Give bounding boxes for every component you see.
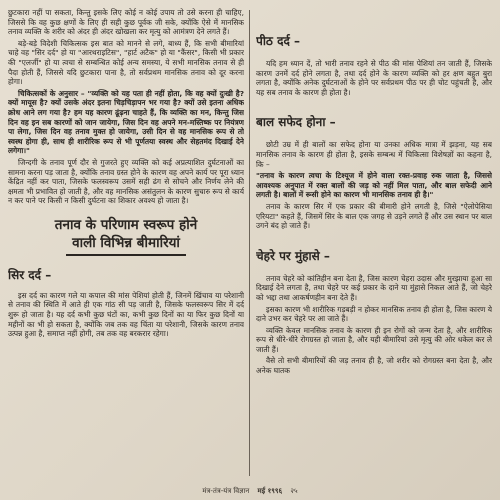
- expert-quote: "तनाव के कारण त्वचा के टिश्यूज में होने वाला रक्त-प्रवाह रुक जाता है, जिससे आवश्यक अनुपात में रक्त बालों की जड़ को नहीं मिल पाता, और बाल सफेदी आने लगती है। बालों में रूसी होने का कारण भी मानसिक तनाव ही है।": [256, 171, 492, 200]
- section-heading-white-hair: बाल सफेद होना –: [256, 115, 336, 130]
- left-column: [8, 8, 244, 478]
- right-column: [256, 8, 492, 478]
- section-heading-headache: सिर दर्द –: [8, 267, 52, 282]
- paragraph: इस दर्द का कारण गले या कपाल की मांस पेशियां होती हैं, जिनमें खिंचाव या परेशानी से तनाव की स्थिति में आते ही एक गांठ सी पड़ जाती है, जिसके फलस्वरूप सिर में दर्द शुरू हो जाता है। यह दर्द कभी कुछ घंटों का, कभी कुछ दिनों का या फिर कुछ दिनों या महीनों का भी हो सकता है, क्योंकि जब तक वह चिंता या परेशानी, जिसके कारण तनाव उत्पन्न हुआ है, समाप्त नहीं होगी, तब तक वह बरकरार रहेगा।: [8, 290, 244, 339]
- section-heading-acne: चेहरे पर मुंहासे –: [256, 248, 330, 263]
- main-heading: [8, 216, 244, 256]
- main-heading-line1: तनाव के परिणाम स्वरूप होने: [54, 216, 198, 233]
- paragraph: यदि हम ध्यान दें, तो भारी तनाव रहने से पीठ की मांस पेशियां तन जाती हैं, जिसके कारण उनमें दर्द होने लगता है, तथा दर्द होने के कारण व्यक्ति को हर क्षण बहुत बुरा लगता है, क्योंकि अनेक दुर्घटनाओं के होने पर सर्वप्रथम पीठ पर ही चोट पहुंचती है, और यह सब तनाव के कारण ही होता है।: [256, 59, 492, 97]
- section-heading-back-pain: पीठ दर्द –: [256, 34, 300, 48]
- paragraph: इसका कारण भी शारीरिक गड़बड़ी न होकर मानसिक तनाव ही होता है, जिस कारण ये दाने उभर कर चेहरे पर आ जाते हैं।: [256, 304, 492, 324]
- issue-date: मई १९९६: [257, 487, 283, 495]
- paragraph: वैसे तो सभी बीमारियों की जड़ तनाव ही है, जो शरीर को रोगग्रस्त बना देता है, और अनेक घातक: [256, 356, 492, 376]
- main-heading-line2: वाली विभिन्न बीमारियां: [66, 234, 186, 256]
- page-number: २५: [290, 487, 298, 495]
- paragraph: छुटकारा नहीं पा सकता, किन्तु इसके लिए कोई न कोई उपाय तो उसे करना ही चाहिए, जिससे कि वह कुछ क्षणों के लिए ही सही कुछ पूर्वक जी सके, क्योंकि ऐसे में मानसिक तनाव व्यक्ति के शरीर को अंदर ही अंदर खोखला कर मृत्यु को आमंत्रण देने लगते हैं।: [8, 8, 244, 37]
- paragraph: तनाव के कारण सिर में एक प्रकार की बीमारी होने लगती है, जिसे "ऐलोपेसिया एरियटा" कहते हैं, जिसमें सिर के बाल एक जगह से उड़ने लगते हैं और उस स्थान पर बाल उगने बंद हो जाते हैं।: [256, 201, 492, 231]
- column-divider: [249, 10, 250, 476]
- paragraph: जिन्दगी के तनाव पूर्ण दौर से गुजरते हुए व्यक्ति को कई अप्रत्याशित दुर्घटनाओं का सामना करना पड़ जाता है, क्योंकि तनाव ग्रस्त होने के कारण वह अपने कार्य पर पूरा ध्यान केंद्रित नहीं कर पाता, जिसके फलस्वरूप उसमें सही ढंग से सोचने और निर्णय लेने की क्षमता भी प्रभावित हो जाती है, और वह मानसिक असंतुलन के कारण सुचारु रूप से कार्य न कर पाने पर किसी न किसी दुर्घटना का शिकार अवश्य हो जाता है।: [8, 157, 244, 206]
- page-footer: [0, 487, 500, 496]
- expert-quote: चिकित्सकों के अनुसार – "व्यक्ति को यह पता ही नहीं होता, कि वह क्यों दुःखी है? क्यों मायूस है? क्यों उसके अंदर इतना चिड़चिड़ापन भर गया है? क्यों उसे इतना अधिक क्रोध आने लग गया है? हम यह कारण ढूंढ़ना चाहते हैं, कि व्यक्ति का मन, किन्तु जिस दिन वह इन सब कारणों को जान जायेगा, जिस दिन वह अपने मन-मस्तिष्क पर नियंत्रण पा लेगा, जिस दिन वह तनाव मुक्त हो जायेगा, उसी दिन से वह मानसिक रूप से तो स्वस्थ होगा ही, साथ ही शारीरिक रूप से भी पूर्णतया स्वस्थ और सेहतमंद दिखाई देने लगेगा।": [8, 88, 244, 156]
- paragraph: तनाव चेहरे को कांतिहीन बना देता है, जिस कारण चेहरा उदास और मुरझाया हुआ सा दिखाई देने लगता है, तथा चेहरे पर कई प्रकार के दाने या मुंहासे निकल आते हैं, जो चेहरे को भद्दा तथा आकर्षणहीन बना देते हैं।: [256, 273, 492, 302]
- paragraph: छोटी उम्र में ही बालों का सफेद होना या उनका अधिक मात्रा में झड़ना, यह सब मानसिक तनाव के कारण ही होता है, इसके सम्बन्ध में चिकित्सा विशेषज्ञों का कहना है, कि –: [256, 140, 492, 169]
- magazine-name: मंत्र-तंत्र-यंत्र विज्ञान: [202, 487, 250, 495]
- paragraph: बड़े-बड़े विदेशी चिकित्सक इस बात को मानने से लगे, बाध्य हैं, कि सभी बीमारियां चाहे वह "सिर दर्द" हो या "आरथराइटिस", "हार्ट अटैक" हो या "कैंसर", किसी भी प्रकार की "एलर्जी" हो या त्वचा से सम्बन्धित कोई अन्य समस्या, ये सभी मानसिक तनाव से ही पैदा होती हैं, जिससे यदि छुटकारा पाना है, तो सर्वप्रथम मानसिक तनाव को दूर करना होगा।: [8, 38, 244, 87]
- paragraph: व्यक्ति केवल मानसिक तनाव के कारण ही इन रोगों को जन्म देता है, और शारीरिक रूप से धीरे-धीरे रोगग्रस्त हो जाता है, और यही बीमारियां उसे मृत्यु की ओर धकेल कर ले जाती हैं।: [256, 325, 492, 354]
